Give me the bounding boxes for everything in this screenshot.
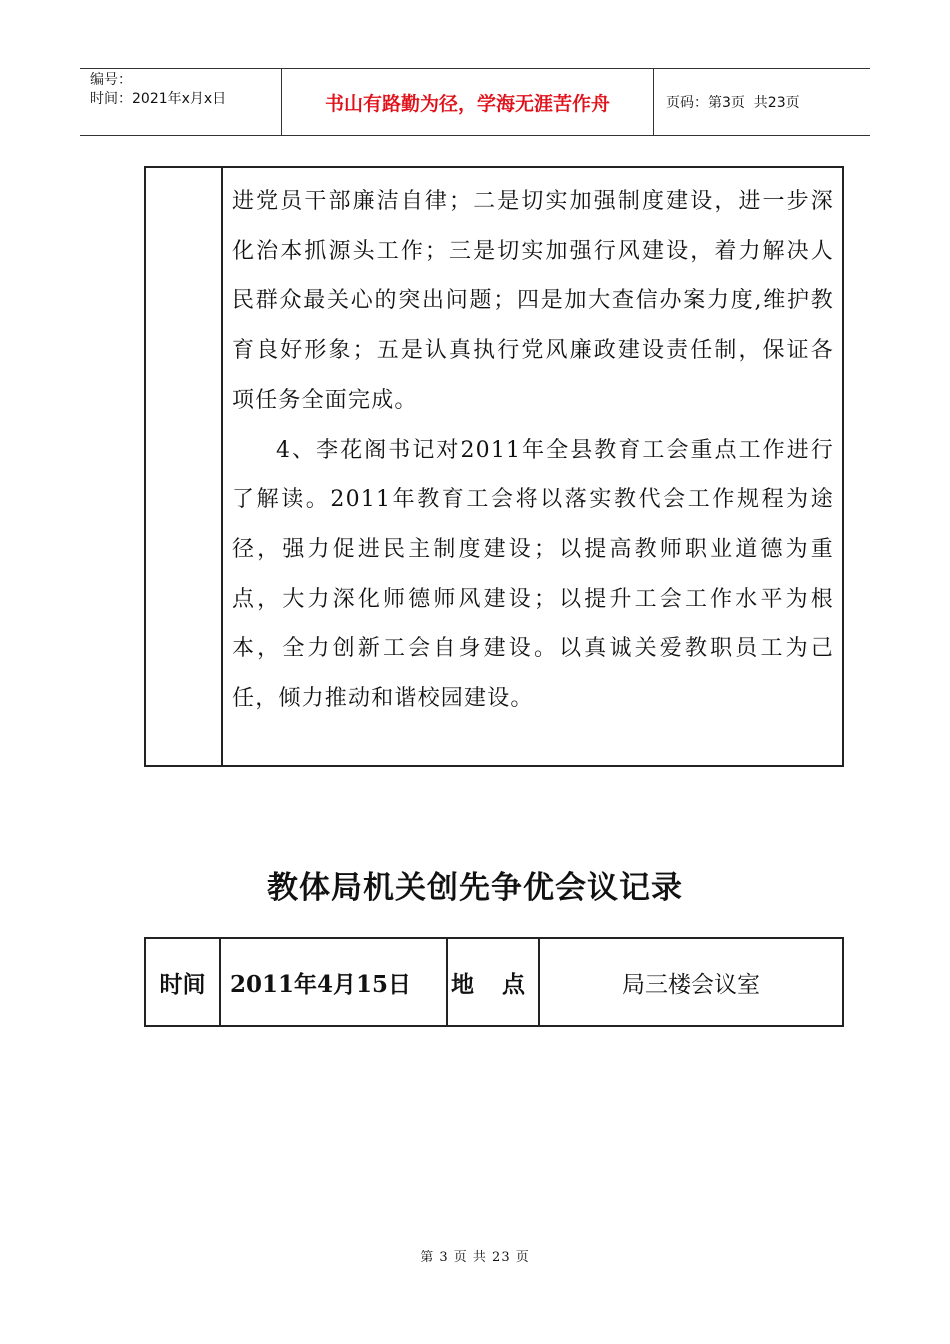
header-date: 时间：2021年x月x日 bbox=[90, 91, 227, 107]
header-meta bbox=[80, 69, 282, 135]
header-page-info bbox=[654, 69, 870, 135]
time-value: 2011年4月15日 bbox=[221, 939, 448, 1025]
header-number: 编号： bbox=[90, 72, 132, 88]
content-table-label-cell bbox=[146, 168, 223, 765]
header-page-text: 页码：第3页 共23页 bbox=[666, 95, 800, 111]
place-label: 地 点 bbox=[448, 939, 540, 1025]
content-table-text-cell bbox=[223, 168, 842, 765]
section-title: 教体局机关创先争优会议记录 bbox=[267, 870, 683, 906]
body-paragraph-2: 4、李花阁书记对2011年全县教育工会重点工作进行了解读。2011年教育工会将以落实教代会工作规程为途径，强力促进民主制度建设；以提高教师职业道德为重点，大力深化师德师风建设；以提升工会工作水平为根本，全力创新工会自身建设。以真诚关爱教职员工为己任，倾力推动和谐校园建设。 bbox=[232, 437, 834, 712]
content-table bbox=[144, 166, 844, 767]
page-footer: 第 3 页 共 23 页 bbox=[420, 1250, 530, 1265]
header-motto: 书山有路勤为径，学海无涯苦作舟 bbox=[282, 69, 654, 135]
time-label: 时间 bbox=[146, 939, 221, 1025]
meeting-info-table bbox=[144, 937, 844, 1027]
body-paragraph-1: 进党员干部廉洁自律；二是切实加强制度建设，进一步深化治本抓源头工作；三是切实加强行风建设，着力解决人民群众最关心的突出问题；四是加大查信办案力度,维护教育良好形象；五是认真执行党风廉政建设责任制，保证各项任务全面完成。 bbox=[232, 189, 834, 413]
page-header bbox=[80, 68, 870, 136]
place-value: 局三楼会议室 bbox=[622, 971, 760, 998]
